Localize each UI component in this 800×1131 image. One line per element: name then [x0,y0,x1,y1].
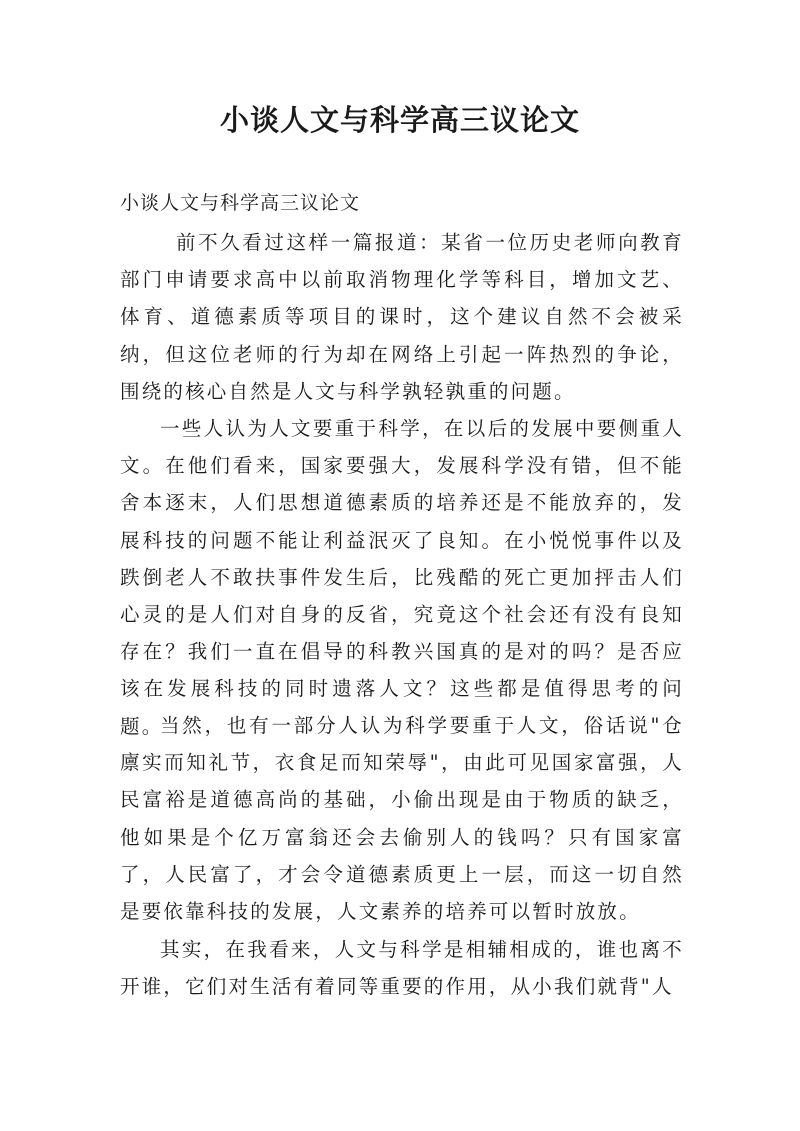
paragraph-2: 一些人认为人文要重于科学，在以后的发展中要侧重人文。在他们看来，国家要强大，发展科学没有错，但不能舍本逐末，人们思想道德素质的培养还是不能放弃的，发展科技的问题不能让利益泯灭了良知。在小悦悦事件以及跌倒老人不敢扶事件发生后，比残酷的死亡更加抨击人们心灵的是人们对自身的反省，究竟这个社会还有没有良知存在？我们一直在倡导的科教兴国真的是对的吗？是否应该在发展科技的同时遗落人文？这些都是值得思考的问题。 [120,417,684,738]
document-title: 小谈人文与科学高三议论文 [219,103,580,137]
paragraph-1: 前不久看过这样一篇报道：某省一位历史老师向教育部门申请要求高中以前取消物理化学等科目，增加文艺、体育、道德素质等项目的课时，这个建议自然不会被采纳，但这位老师的行为却在网络上引起一阵热烈的争论，围绕的核心自然是人文与科学孰轻孰重的问题。 [120,231,684,403]
document-subtitle: 小谈人文与科学高三议论文 [120,192,361,214]
paragraph-3: 当然，也有一部分人认为科学要重于人文，俗话说"仓廪实而知礼节，衣食足而知荣辱"，由此可见国家富强，人民富裕是道德高尚的基础，小偷出现是由于物质的缺乏，他如果是个亿万富翁还会去偷别人的钱吗？只有国家富了，人民富了，才会令道德素质更上一层，而这一切自然是要依靠科技的发展，人文素养的培养可以暂时放放。 [120,714,684,924]
paragraph-4: 其实，在我看来，人文与科学是相辅相成的，谁也离不开谁，它们对生活有着同等重要的作用，从小我们就背"人 [120,938,684,999]
